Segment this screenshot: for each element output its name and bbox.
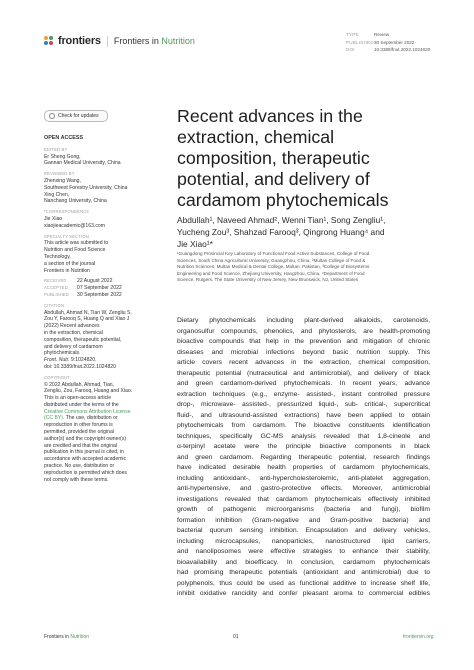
check-for-updates-icon [49,113,55,119]
abstract-line: techniques, specifically GC-MS analysis revealed that 1,8-cineole and [177,432,430,440]
abstract-line: bioavailability and bioefficacy. In conclusion, cardamom phytochemicals [177,558,430,566]
header-divider [107,36,108,47]
correspondence-email[interactable]: xiaojieacademic@163.com [44,222,105,229]
edited-by-label: EDITED BY [44,146,68,152]
abstract-line: growth of pathogenic microorganisms (bacteria and fungi), biofilm [177,506,430,513]
abstract-line: inhibit oxidative rancidity and confer pleasant aroma to commercial edibles [177,590,430,597]
author-list: Abdullah¹, Naveed Ahmad², Wenni Tian¹, Song Zengliu¹, Yucheng Zou³, Shahzad Farooq³, Qingrong Huang⁴ and Jie Xiao¹* [177,215,386,249]
abstract-line: diseases and microbial infections beyond basic nutrition supply. This [177,348,430,356]
footer-journal[interactable]: Frontiers in Nutrition [44,634,90,640]
abstract-line: formation inhibition (Gram-negative and Gram-positive bacteria) and [177,516,430,524]
correspondence-label: *CORRESPONDENCE [44,209,90,215]
abstract-line: anti-hypertensive, and gastro-protective effects. Moreover, antimicrobial [177,485,430,492]
journal-header [44,34,195,48]
abstract-line: α-terpinyl acetate were the principle bioactive components in black [177,443,430,450]
frontiers-logo-icon [44,36,54,46]
article-title: Recent advances in the extraction, chemical composition, therapeutic potential, and delivery of cardamom phytochemicals [177,106,389,210]
reviewed-by: Zhenxing Wang, Southwest Forestry University, China Xing Chen, Nanchang University, China [44,177,128,205]
affiliations: ¹Guangdong Provincial Key Laboratory of Functional Food Active Substances, College of Food Sciences, South China Agricultural University, Guangzhou, China, ²Multan College of Food & Nutrition Sciences, Multan Medical & Dental College, Multan, Pakistan, ³College of Biosystems Engineering and Food Science, Zhejiang University, Hangzhou, China, ⁴Department of Food Science, Rutgers, The State University of New Jersey, New Brunswick, NJ, United States [177,251,370,282]
abstract-line: and green cardamom. Regarding therapeutic potential, research findings [177,453,430,461]
license-link-short[interactable]: (CC BY). [44,415,65,422]
citation-doi: doi: 10.3389/fnut.2022.1024820 [44,363,116,370]
citation-label: CITATION [44,302,65,308]
sidebar [44,135,154,485]
specialty-section: This article was submitted to Nutrition and Food Science Technology, a section of the journal Frontiers in Nutrition [44,240,109,274]
check-for-updates-label: Check for updates [58,113,99,119]
abstract-line: organosulfur compounds, phenolics, and phytosterols, are health-promoting [177,327,430,335]
abstract-line: and green cardamom-derived phytochemicals. In recent years, advance [177,380,430,387]
date-received: RECEIVED 22 August 2022 [44,278,113,285]
abstract-line: including antioxidant-, anti-hypercholesterolemic, anti-platelet aggregation, [177,474,430,482]
abstract-line: Dietary phytochemicals including plant-derived alkaloids, carotenoids, [177,317,430,324]
abstract-line: drop-, microwave- assisted-, pressurized liquid-, sub- critical-, supercritical [177,401,430,408]
abstract-line: investigations revealed that cardamom phytochemicals effectively inhibited [177,495,430,503]
abstract-line: therapeutic potential (nutraceutical and antimicrobial), and delivery of black [177,369,430,377]
correspondence: Jie Xiao xiaojieacademic@163.com [44,216,154,230]
abstract-line: extraction techniques (e.g., enzyme- assisted-, instant controlled pressure [177,390,430,398]
abstract [177,316,430,600]
meta-doi[interactable]: DOI 10.3389/fnut.2022.1024820 [346,47,431,53]
copyright-label: COPYRIGHT [44,374,71,380]
date-accepted: ACCEPTED 07 September 2022 [44,285,122,292]
article-dates [44,278,154,298]
journal-accent: Nutrition [161,36,195,46]
abstract-line: have indicated desirable health properties of cardamom phytochemicals, [177,464,430,471]
copyright: © 2022 Abdullah, Ahmad, Tian, Zengliu, Zou, Farooq, Huang and Xiao. This is an open-access article distributed under the terms of the Creative Commons Attribution License (CC BY). The use, distribution or reproduction in other forums is permitted, provided the original author(s) and the copyright owner(s) are credited and that the original publication in this journal is cited, in accordance with accepted academic practice. No use, distribution or reproduction is permitted which does not comply with these terms. [44,382,154,484]
abstract-line: including microcapsules, nanoparticles, nanostructured lipid carriers, [177,537,430,545]
date-published: PUBLISHED 30 September 2022 [44,291,122,298]
abstract-line: article covers recent advances in the extraction, chemical composition, [177,359,430,366]
abstract-line: fluid-, and ultrasound-assisted extractions) have been applied to obtain [177,411,430,419]
abstract-line: bioactive compounds that help in the prevention and mitigation of chronic [177,338,430,345]
abstract-line: and nanoliposomes were effective strategies to enhance their stability, [177,548,430,555]
open-access-label: OPEN ACCESS [44,135,84,141]
brand-name: frontiers [58,35,101,47]
license-link[interactable]: Creative Commons Attribution License [44,408,131,415]
footer-site-link[interactable]: frontiersin.org [403,634,434,640]
abstract-line: bacterial quorum sensing inhibition. Encapsulation and delivery vehicles, [177,527,430,534]
abstract-line: polyphenols, thus could be used as functional additive to increase shelf life, [177,579,430,587]
abstract-line: had promising therapeutic potentials (antioxidant and antimicrobial) due to [177,569,430,576]
abstract-line: phytochemicals from cardamom. The bioactive constituents identification [177,422,430,429]
journal-prefix: Frontiers in [113,36,159,46]
specialty-section-label: SPECIALTY SECTION [44,233,89,239]
citation: Abdullah, Ahmad N, Tian W, Zengliu S, Zou Y, Farooq S, Huang Q and Xiao J (2022) Recent advances in the extraction, chemical composition, therapeutic potential, and delivery of cardamom phytochemicals. Front. Nutr. 9:1024820. doi: 10.3389/fnut.2022.1024820 [44,310,154,371]
article-meta [346,31,430,54]
meta-type: TYPE Review [346,32,390,37]
edited-by: Er Sheng Gong, Gannan Medical University, China [44,153,121,167]
reviewed-by-label: REVIEWED BY [44,171,75,177]
page-number: 01 [233,634,239,640]
meta-published: PUBLISHED30 September 2022 [346,39,415,45]
check-for-updates-button[interactable] [44,110,108,122]
journal-name[interactable] [114,36,195,46]
